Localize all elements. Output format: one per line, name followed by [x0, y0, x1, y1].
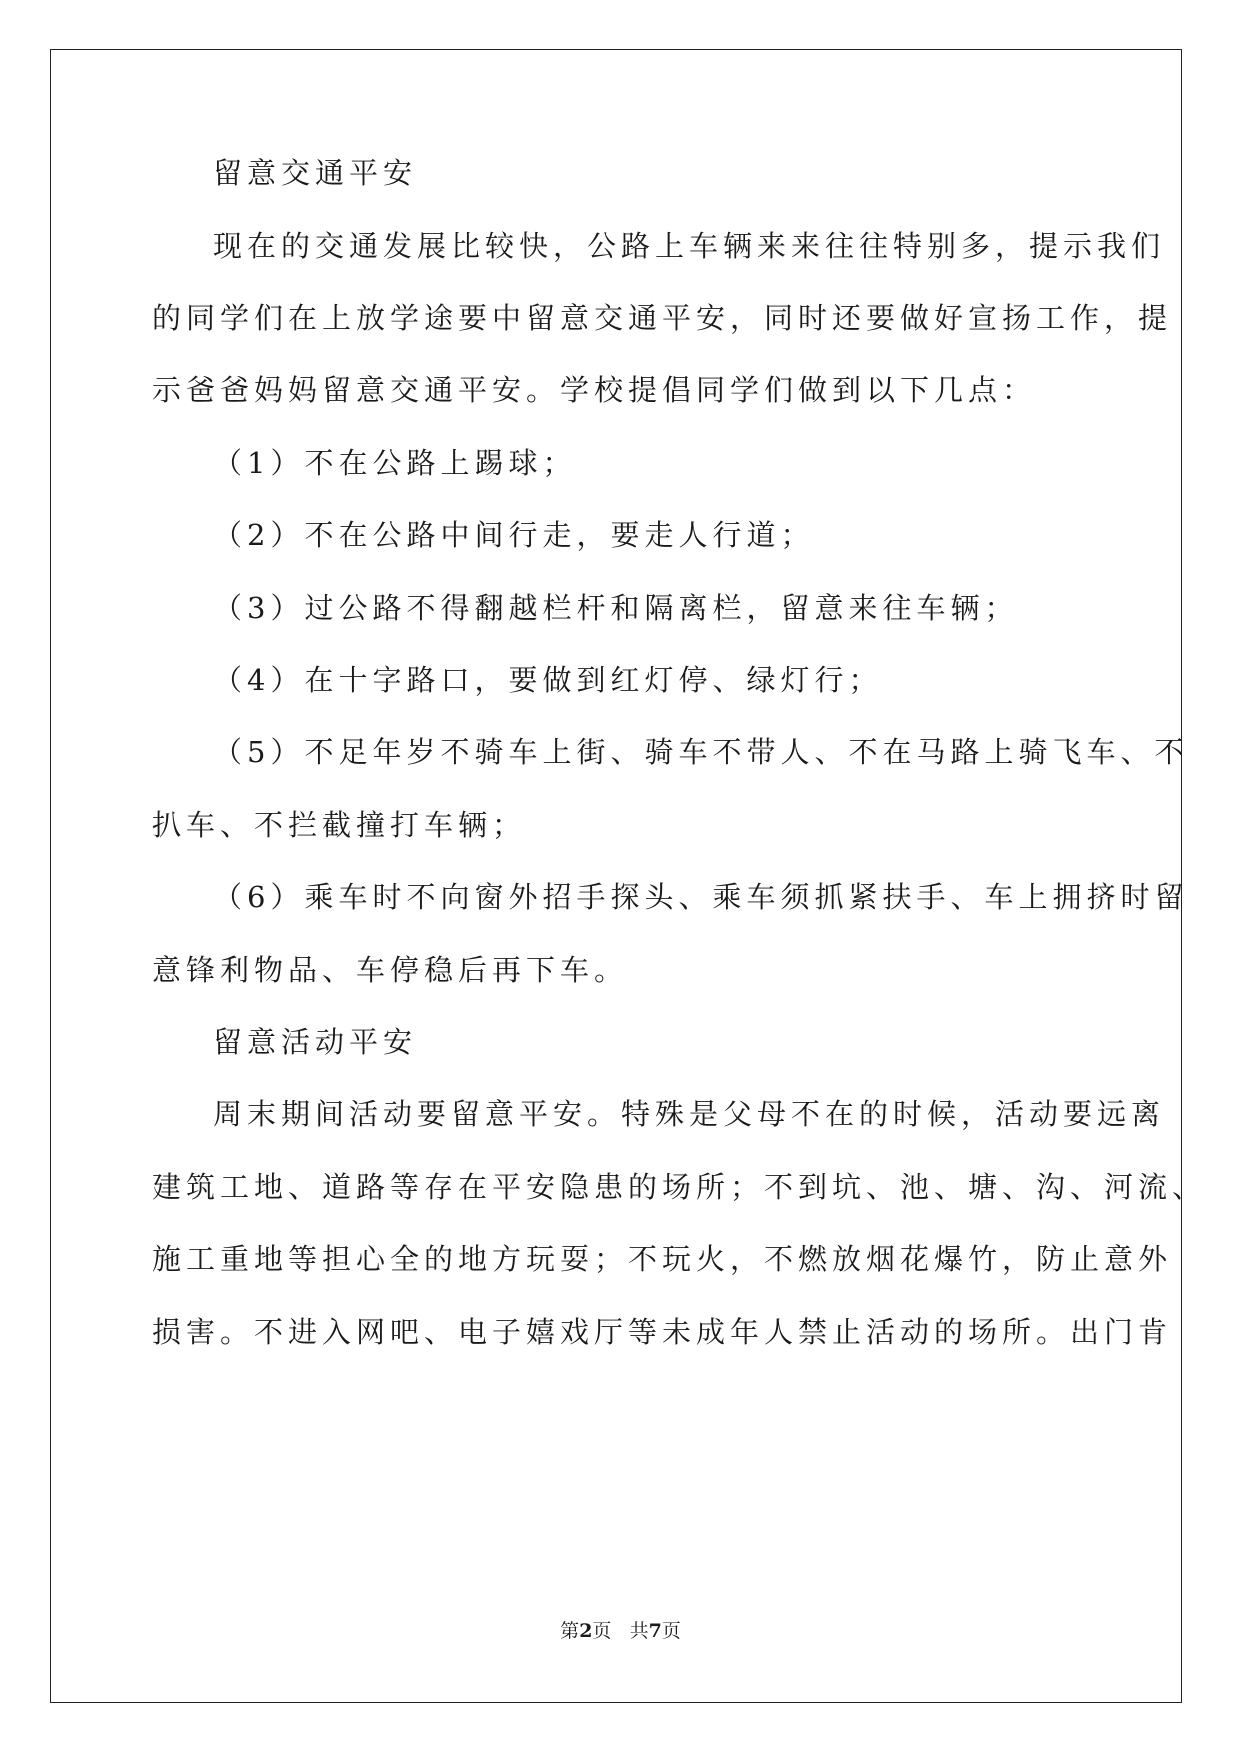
footer-page-suffix: 页 [592, 1620, 612, 1642]
list-item-5-continued: 扒车、不拦截撞打车辆； [152, 808, 527, 842]
paragraph-line: 损害。不进入网吧、电子嬉戏厅等未成年人禁止活动的场所。出门肯 [152, 1315, 1173, 1349]
list-item-5: （5）不足年岁不骑车上街、骑车不带人、不在马路上骑飞车、不 [213, 735, 1189, 769]
paragraph-line: 施工重地等担心全的地方玩耍；不玩火，不燃放烟花爆竹，防止意外 [152, 1242, 1173, 1276]
list-item-1: （1）不在公路上踢球； [213, 446, 577, 480]
paragraph-line: 建筑工地、道路等存在平安隐患的场所；不到坑、池、塘、沟、河流、 [152, 1170, 1207, 1204]
footer-prefix: 第 [560, 1620, 580, 1642]
paragraph-line: 的同学们在上放学途要中留意交通平安，同时还要做好宣扬工作，提 [152, 301, 1173, 335]
section-heading-activity: 留意活动平安 [213, 1025, 418, 1059]
list-item-6-continued: 意锋利物品、车停稳后再下车。 [152, 953, 629, 987]
paragraph-line: 现在的交通发展比较快，公路上车辆来来往往特别多，提示我们 [213, 229, 1166, 263]
total-pages: 7 [648, 1620, 662, 1642]
footer-total-prefix: 共 [629, 1620, 649, 1642]
page-border [50, 49, 1182, 1703]
list-item-2: （2）不在公路中间行走，要走人行道； [213, 518, 815, 552]
paragraph-line: 周末期间活动要留意平安。特殊是父母不在的时候，活动要远离 [213, 1097, 1166, 1131]
list-item-6: （6）乘车时不向窗外招手探头、乘车须抓紧扶手、车上拥挤时留 [213, 880, 1189, 914]
section-heading-traffic: 留意交通平安 [213, 156, 418, 190]
list-item-4: （4）在十字路口，要做到红灯停、绿灯行； [213, 663, 883, 697]
list-item-3: （3）过公路不得翻越栏杆和隔离栏，留意来往车辆； [213, 591, 1019, 625]
page-number: 2 [579, 1620, 593, 1642]
page-footer [0, 1619, 1241, 1643]
paragraph-line: 示爸爸妈妈留意交通平安。学校提倡同学们做到以下几点： [152, 373, 1037, 407]
footer-total-suffix: 页 [661, 1620, 681, 1642]
